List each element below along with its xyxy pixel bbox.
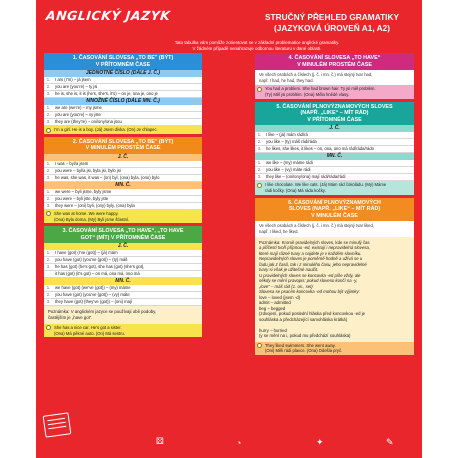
section-2-example	[44, 210, 202, 223]
row-text: they were – (oni) byli, (ony) byly, (ona) byla	[55, 202, 135, 208]
row-number: 2.	[46, 292, 51, 298]
table-row	[44, 175, 202, 182]
section-1-heading-line-1: 1. ČASOVÁNÍ SLOVESA „TO BE" (BÝT)	[72, 55, 174, 61]
section-6-example	[255, 342, 414, 355]
section-5-subheading-plural: MN. Č.	[255, 153, 414, 160]
row-text: you were – byli jste, byly jste	[55, 195, 109, 201]
section-5-plural-rows	[255, 160, 414, 181]
example-line-1: I like chocolate. We like cats. (Já) Mám rád čokoládu. (My) Máme	[265, 182, 387, 188]
intro-line-1: Tato tabulka vám pomůže zorientovat se v základní problematice anglické gramatiky.	[174, 40, 340, 45]
text-line-2: např. I liked, he liked.	[259, 228, 299, 234]
section-6-heading-line-2: SLOVES (NAPŘ. „LIKE“ – MÍT RÁD)	[288, 206, 381, 213]
note-line: Slovesa se psaním koncovka -ed mohou být výjimky:	[259, 289, 360, 294]
row-text: we are (we’re) – my jsme	[55, 105, 102, 111]
text-line-1: Ve všech osobách a číslech (j. č. i mn. č.) má stejný tvar had,	[259, 72, 373, 78]
row-number: 1.	[46, 160, 51, 166]
row-text: I was – byl/a jsem	[55, 160, 89, 166]
example-text	[54, 325, 125, 336]
text-line-1: Ve všech osobách a číslech (j. č. i mn. č.) má stejný tvar liked,	[259, 223, 374, 229]
row-text: I like – (já) mám rád/rá	[266, 132, 308, 138]
book-doodle-icon: ✎	[386, 437, 394, 447]
table-row	[44, 119, 202, 126]
section-4-heading-line-2: V MINULÉM PROSTÉM ČASE	[297, 61, 372, 68]
lightbulb-icon	[257, 183, 262, 188]
section-2-subheading-singular: J. Č.	[44, 154, 202, 161]
row-number: 2.	[257, 139, 262, 145]
section-1-subheading-singular: JEDNOTNÉ ČÍSLO (DÁLE J. Č.)	[44, 70, 202, 77]
row-number: 1.	[46, 188, 51, 194]
row-number: 2.	[46, 84, 51, 90]
example-line-1: She has a nice car. He’s got a sister.	[54, 324, 122, 330]
section-3-subheading-singular: J. Č.	[44, 243, 202, 250]
row-text: you were – byl/a jsi, byla jsi, bylo jsi	[55, 167, 121, 173]
table-row	[44, 299, 202, 306]
row-number: 2.	[46, 167, 51, 173]
row-number: 2.	[46, 257, 51, 263]
section-4-heading-line-1: 4. ČASOVÁNÍ SLOVESA „TO HAVE“	[288, 55, 381, 61]
note-line: hurry – hurried	[259, 327, 287, 333]
row-number: 2.	[257, 167, 262, 173]
row-number: 3.	[46, 174, 51, 180]
section-3-plural-rows	[44, 285, 202, 306]
example-line-1: She was at home. We were happy.	[54, 210, 119, 216]
note-line: love – loved (jsem -d)	[259, 294, 301, 300]
row-text: we were – byli jsme, byly jsme	[55, 188, 112, 194]
section-5	[255, 102, 414, 195]
notebook-doodle-icon	[43, 412, 72, 437]
section-5-heading	[255, 102, 414, 126]
note-line: U pravidelných sloves se koncovka -ed píše vždy, ale	[259, 272, 361, 278]
example-text	[265, 182, 386, 193]
row-text: you are (you’re) – vy jste	[55, 112, 101, 118]
example-text	[265, 86, 376, 97]
section-3-subheading-plural: MN. Č.	[44, 278, 202, 285]
section-4	[255, 53, 414, 99]
lightbulb-icon	[46, 325, 51, 330]
note-line: které mají různé tvary a najdete je v každém slovníku.	[259, 250, 362, 256]
section-2-singular-rows	[44, 161, 202, 182]
row-text: they are (they’re) – oni/ony/ona jsou	[55, 119, 122, 125]
row-number: 3.	[46, 202, 51, 208]
example-text	[265, 343, 342, 354]
section-3-note	[44, 306, 202, 324]
example-line-2: (Ona) Má pěkné auto. (On) Má sestru.	[54, 330, 125, 336]
example-text	[54, 211, 129, 222]
row-number: 2.	[46, 112, 51, 118]
row-number: 1.	[46, 250, 51, 256]
note-line: tvary si však je užitečné naučit.	[259, 267, 319, 272]
section-6	[255, 198, 414, 355]
star-doodle-icon: ✦	[316, 437, 324, 447]
row-number: 1.	[257, 132, 262, 138]
note-line-2: častějším je „have got“.	[48, 315, 93, 321]
intro-text	[98, 40, 416, 52]
note-line: Poznámka: Kromě pravidelných sloves, kde se minulý čas	[259, 239, 370, 245]
section-3-singular-rows	[44, 250, 202, 278]
note-line: (y se mění na i, pokud mu předchází souhláska)	[259, 333, 351, 338]
row-text: you like – (ty) máš rád/ráda	[266, 139, 317, 145]
section-1-heading-line-2: V PŘÍTOMNÉM ČASE	[95, 61, 151, 68]
example-line-2: (Ona) Byla doma. (My) Byli jsme šťastní.	[54, 216, 130, 222]
row-text: I have (got) (I’ve (got)) – (já) mám	[55, 250, 118, 256]
intro-line-2: V žádném případě nenahrazuje odbornou literaturu v dané oblasti.	[192, 46, 322, 51]
row-text: you like – (vy) máte rádi	[266, 167, 311, 173]
section-4-heading	[255, 53, 414, 70]
row-text: you have (got) (you’ve (got)) – (ty) máš	[55, 257, 128, 263]
table-row	[255, 174, 414, 181]
section-5-heading-line-2: (NAPŘ. „LIKE“ – MÍT RÁD)	[300, 110, 369, 117]
text-line-2: např. I had, he had, they had.	[259, 77, 314, 83]
section-5-heading-line-1: 5. ČASOVÁNÍ PLNOVÝZNAMOVÝCH SLOVES	[276, 103, 393, 110]
section-2-heading-line-2: V MINULÉM PROSTÉM ČASE	[85, 145, 161, 152]
page-title	[244, 12, 420, 34]
lightbulb-icon	[257, 343, 262, 348]
section-5-singular-rows	[255, 132, 414, 153]
example-text: I’m a girl. He is a boy. (Já) Jsem dívka. (On) Je chlapec.	[54, 127, 158, 133]
row-number: 3.	[46, 119, 51, 125]
lightbulb-icon	[257, 87, 262, 92]
section-2-plural-rows	[44, 189, 202, 210]
section-2-heading	[44, 137, 202, 154]
section-6-heading-line-1: 6. ČASOVÁNÍ PLNOVÝZNAMOVÝCH	[288, 199, 381, 206]
section-1	[44, 53, 202, 134]
note-line-1: Poznámka: V anglickém jazyce se používají obě podoby,	[48, 309, 157, 315]
row-text: we have (got) (we’ve (got)) – (my) máme	[55, 285, 131, 291]
row-text: he has (got) (he’s got), she has (got) (she’s got),	[55, 264, 145, 270]
note-line: (zdvojení, pokud poslední hláska před koncovkou -ed je	[259, 311, 366, 316]
row-text: we like – (my) máme rádi	[266, 160, 313, 166]
note-line: beg – begged	[259, 305, 286, 311]
row-text: they have (got) (they’ve (got)) – (oni) mají	[55, 299, 133, 305]
lightbulb-icon	[46, 211, 51, 216]
row-number: 3.	[257, 174, 262, 180]
section-6-text	[255, 221, 414, 236]
example-line-1: They liked swimmers. She went away.	[265, 342, 336, 348]
left-column	[44, 53, 202, 337]
row-text: they like – (oni/ony/ona) mají rádi/ráda/rádi	[266, 174, 346, 180]
row-text: it has (got) (it’s got) – on má, ona má, ono má	[55, 271, 140, 277]
note-line: souhláska a předcházející samohláska krátká)	[259, 316, 348, 322]
row-text: you are (you’re) – ty jsi	[55, 84, 98, 90]
row-number: 2.	[46, 195, 51, 201]
section-3-example	[44, 324, 202, 337]
section-2	[44, 137, 202, 223]
section-4-example	[255, 85, 414, 98]
example-line-2: (Oni) Měli rádi plavce. (Ona) Odešla pryč.	[265, 348, 343, 354]
dice-doodle-icon: ⚄	[156, 436, 164, 446]
clock-doodle-icon: ◔	[236, 438, 242, 448]
section-5-subheading-singular: J. Č.	[255, 125, 414, 132]
section-3	[44, 226, 202, 337]
section-1-singular-rows	[44, 77, 202, 98]
note-line: Nepravidelných sloves je poměrně hodně a užívá se u	[259, 256, 363, 261]
note-line: řadu jak z časů, tak i z minulého času, jeho nepravidelné	[259, 261, 367, 267]
section-1-example	[44, 126, 202, 134]
note-line: a příčestí tvoří přípnou -ed, existují i nepravidelná slovesa,	[259, 245, 371, 250]
section-6-heading-line-3: V MINULÉM ČASE	[311, 212, 358, 219]
section-5-heading-line-3: V PŘÍTOMNÉM ČASE	[307, 116, 362, 123]
row-number: 3.	[46, 264, 51, 270]
section-5-example	[255, 181, 414, 194]
grammar-poster	[36, 0, 422, 458]
row-text: he is, she is, it is (he’s, she’s, it’s) – on je, ona je, ono je	[55, 91, 158, 97]
section-6-heading	[255, 198, 414, 222]
section-4-text	[255, 70, 414, 85]
title-line-1: STRUČNÝ PŘEHLED GRAMATIKY	[265, 12, 399, 22]
lightbulb-icon	[46, 128, 51, 133]
section-3-heading-line-1: 3. ČASOVÁNÍ SLOVESA „TO HAVE“, „TO HAVE	[62, 228, 184, 235]
row-text: he was, she was, it was – (on) byl, (ona) byla, (ono) bylo	[55, 174, 160, 180]
row-text: you have (got) (you’ve (got)) – (vy) máte	[55, 292, 130, 298]
right-column	[255, 53, 414, 355]
section-2-heading-line-1: 2. ČASOVÁNÍ SLOVESA „TO BE" (BÝT)	[72, 138, 174, 145]
note-line: „love“ – máš rád (1. os., set)	[259, 283, 313, 289]
note-line: někdy se mění pravopis: pokud sloveso končí na -y,	[259, 278, 358, 283]
brand-logo: ANGLICKÝ JAZYK	[45, 8, 172, 23]
row-text: he likes, she likes, it likes – on, ona, ono má rád/ráda/rádo	[266, 146, 375, 152]
section-3-heading	[44, 226, 202, 243]
row-number: 1.	[46, 77, 51, 83]
title-line-2: (JAZYKOVÁ ÚROVEŇ A1, A2)	[273, 23, 391, 33]
example-line-1: You had a problem. She had brown hair. Ty jsi měl problém.	[265, 86, 376, 92]
row-number: 1.	[257, 160, 262, 166]
row-number: 1.	[46, 105, 51, 111]
row-number: 3.	[46, 299, 51, 305]
row-number: 3.	[46, 91, 51, 97]
example-line-2: (Ty) Měl jsi problém. (Ona) Měla hnědé vlasy.	[265, 91, 350, 97]
note-line: admit – admitted	[259, 300, 291, 305]
section-1-heading	[44, 53, 202, 70]
section-1-plural-rows	[44, 105, 202, 126]
example-line-2: rádi kočky. (Ona) Má ráda kočky.	[265, 187, 326, 193]
section-6-note	[255, 237, 414, 342]
row-number: 1.	[46, 285, 51, 291]
section-1-subheading-plural: MNOŽNÉ ČÍSLO (DÁLE MN. Č.)	[44, 98, 202, 105]
row-number: 3.	[257, 146, 262, 152]
section-2-subheading-plural: MN. Č.	[44, 182, 202, 189]
row-text: I am (I’m) – já jsem	[55, 77, 91, 83]
table-row	[44, 203, 202, 210]
section-3-heading-line-2: GOT“ (MÍT) V PŘÍTOMNÉM ČASE	[80, 234, 166, 241]
